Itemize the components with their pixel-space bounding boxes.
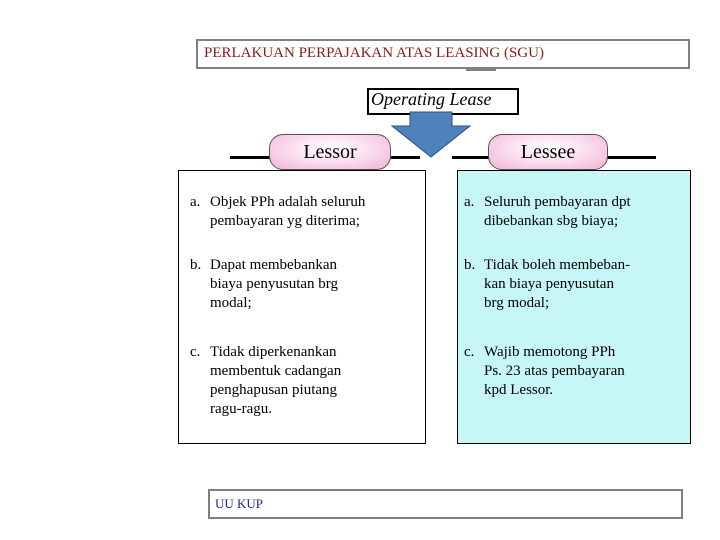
lessor-item-b-label: b. [190, 257, 202, 273]
lessor-heading-text: Lessor [303, 140, 357, 163]
down-arrow-icon [390, 110, 472, 160]
lessee-item-a-text: Seluruh pembayaran dpt dibebankan sbg biaya; [484, 194, 631, 229]
lessor-item-b-text: Dapat membebankan biaya penyusutan brg modal; [210, 257, 339, 311]
lessor-item-c-label: c. [190, 344, 201, 360]
lessee-item-c [464, 343, 625, 400]
footer-box [208, 489, 683, 519]
lessee-item-b-text: Tidak boleh membeban- kan biaya penyusutan brg modal; [484, 257, 631, 311]
title-underline [466, 69, 496, 71]
lessee-item-b [464, 256, 630, 313]
lessee-item-a-label: a. [464, 194, 475, 210]
lessor-heading [269, 134, 391, 170]
lessee-item-c-label: c. [464, 344, 475, 360]
lessor-item-a-label: a. [190, 194, 201, 210]
lessee-item-c-text: Wajib memotong PPh Ps. 23 atas pembayaran kpd Lessor. [484, 344, 625, 398]
lessor-item-b [190, 256, 338, 313]
lessor-item-c-text: Tidak diperkenankan membentuk cadangan penghapusan piutang ragu-ragu. [210, 344, 342, 417]
lessor-item-c [190, 343, 341, 419]
lessor-item-a-text: Objek PPh adalah seluruh pembayaran yg diterima; [210, 194, 366, 229]
lessee-heading-text: Lessee [520, 140, 576, 163]
operating-lease-label: Operating Lease [371, 89, 492, 109]
lessee-heading [488, 134, 608, 170]
lessee-item-a [464, 193, 631, 231]
page-title: PERLAKUAN PERPAJAKAN ATAS LEASING (SGU) [204, 45, 544, 61]
lessor-item-a [190, 193, 365, 231]
lessor-panel [178, 170, 426, 444]
lessee-item-b-label: b. [464, 257, 476, 273]
footer-label: UU KUP [215, 496, 264, 511]
lessee-panel [457, 170, 691, 444]
